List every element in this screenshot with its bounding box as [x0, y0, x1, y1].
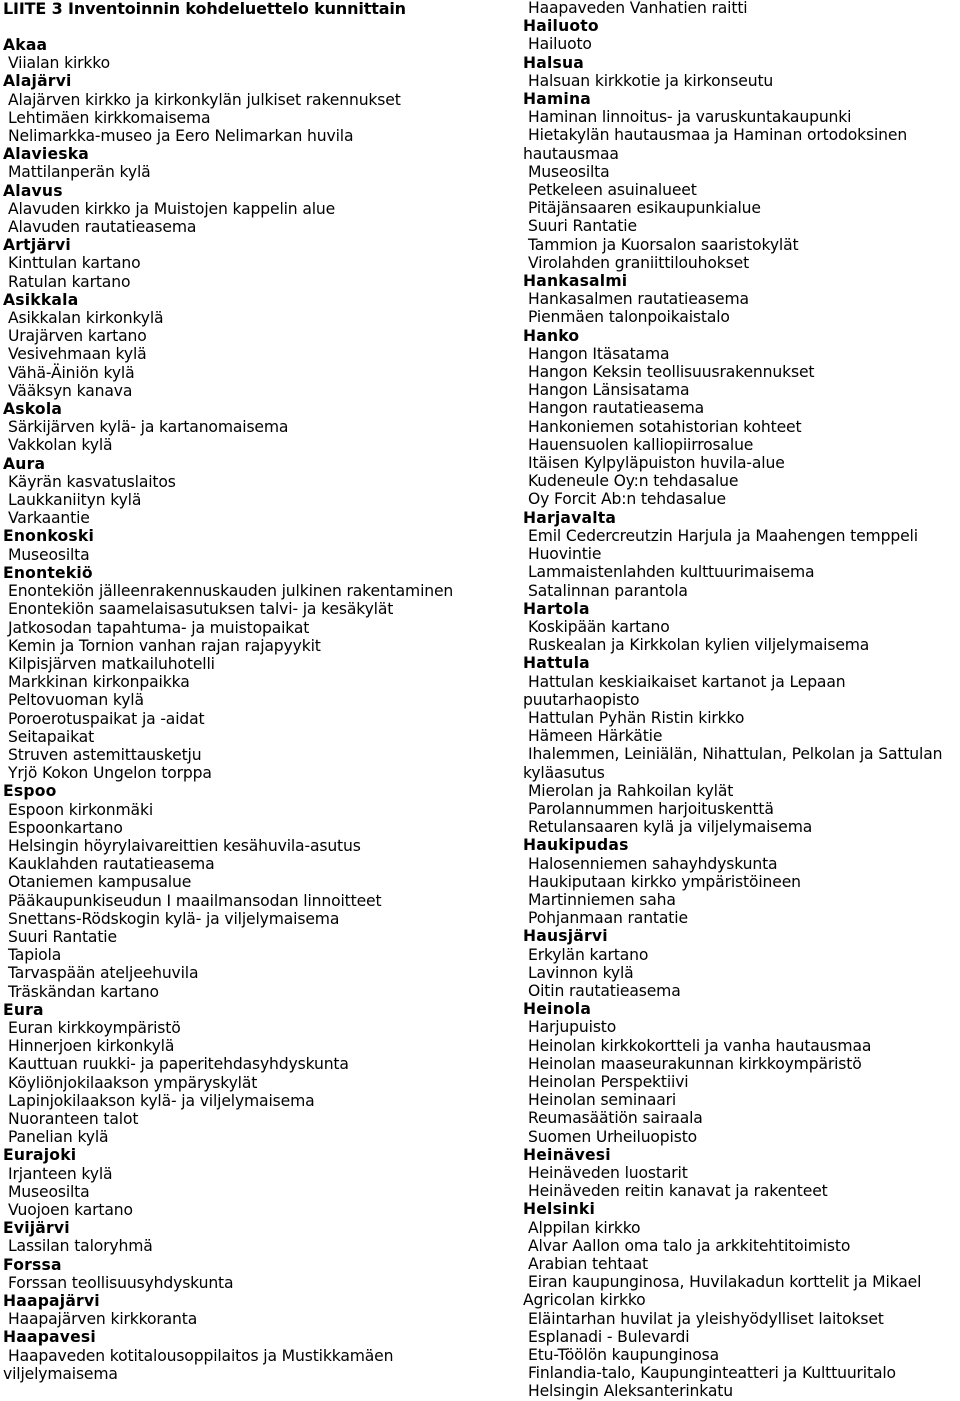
site-item: Varkaantie: [8, 509, 90, 528]
site-item: Heinolan maaseurakunnan kirkkoympäristö: [528, 1054, 862, 1073]
site-item: Enontekiön saamelaisasutuksen talvi- ja kesäkylät: [8, 600, 394, 619]
site-item: Hailuoto: [528, 35, 592, 54]
site-item: Hämeen Härkätie: [528, 727, 663, 746]
site-item: Alajärven kirkko ja kirkonkylän julkiset rakennukset: [8, 90, 401, 109]
site-item: Peltovuoman kylä: [8, 691, 144, 710]
site-item: Hangon rautatieasema: [528, 399, 705, 418]
site-item: Lapinjokilaakson kylä- ja viljelymaisema: [8, 1091, 315, 1110]
site-item: Arabian tehtaat: [528, 1255, 648, 1274]
document-title: LIITE 3 Inventoinnin kohdeluettelo kunnittain: [3, 0, 406, 18]
site-item: Poroerotuspaikat ja -aidat: [8, 709, 205, 728]
site-item: Kinttulan kartano: [8, 254, 141, 273]
municipality-heading: Hausjärvi: [523, 927, 608, 946]
municipality-heading: Evijärvi: [3, 1219, 70, 1238]
municipality-heading: Helsinki: [523, 1200, 596, 1219]
site-item: Haminan linnoitus- ja varuskuntakaupunki: [528, 108, 852, 127]
site-item: Museosilta: [8, 545, 90, 564]
site-item: Martinniemen saha: [528, 890, 676, 909]
site-item: Finlandia-talo, Kaupunginteatteri ja Kulttuuritalo: [528, 1364, 896, 1383]
municipality-list: [523, 0, 960, 1401]
municipality-heading: Haapajärvi: [3, 1292, 100, 1311]
site-item: Heinolan kirkkokortteli ja vanha hautausmaa: [528, 1036, 872, 1055]
municipality-heading: Aura: [3, 454, 46, 473]
site-item: Kauklahden rautatieasema: [8, 855, 215, 874]
site-item: Pienmäen talonpoikaistalo: [528, 308, 730, 327]
site-item: Museosilta: [8, 1182, 90, 1201]
municipality-heading: Heinola: [523, 1000, 592, 1019]
site-item: Hankasalmen rautatieasema: [528, 290, 749, 309]
municipality-heading: Harjavalta: [523, 508, 617, 527]
site-item: Hinnerjoen kirkonkylä: [8, 1037, 175, 1056]
municipality-list: [3, 36, 455, 1383]
site-item: Emil Cedercreutzin Harjula ja Maahengen temppeli: [528, 526, 918, 545]
site-item: Haapaveden kotitalousoppilaitos ja Mustikkamäen viljelymaisema: [3, 1346, 394, 1383]
site-item: Suuri Rantatie: [8, 927, 117, 946]
site-item: Laukkaniityn kylä: [8, 491, 142, 510]
site-item: Hietakylän hautausmaa ja Haminan ortodoksinen hautausmaa: [523, 126, 908, 163]
site-item: Hattulan keskiaikaiset kartanot ja Lepaan puutarhaopisto: [523, 672, 846, 709]
site-item: Etu-Töölön kaupunginosa: [528, 1346, 720, 1365]
site-item: Virolahden graniittilouhokset: [528, 253, 750, 272]
site-item: Lassilan taloryhmä: [8, 1237, 153, 1256]
site-item: Ratulan kartano: [8, 272, 131, 291]
site-item: Kemin ja Tornion vanhan rajan rajapyykit: [8, 636, 321, 655]
site-item: Euran kirkkoympäristö: [8, 1018, 181, 1037]
site-item: Tapiola: [8, 946, 62, 965]
site-item: Oy Forcit Ab:n tehdasalue: [528, 490, 726, 509]
municipality-heading: Enonkoski: [3, 527, 95, 546]
site-item: Parolannummen harjoituskenttä: [528, 799, 774, 818]
site-item: Itäisen Kylpyläpuiston huvila-alue: [528, 454, 785, 473]
site-item: Koskipään kartano: [528, 617, 670, 636]
site-item: Käyrän kasvatuslaitos: [8, 472, 176, 491]
site-item: Urajärven kartano: [8, 327, 147, 346]
site-item: Haapajärven kirkkoranta: [8, 1310, 198, 1329]
site-item: Erkylän kartano: [528, 945, 649, 964]
site-item: Heinolan seminaari: [528, 1091, 677, 1110]
site-item: Petkeleen asuinalueet: [528, 181, 697, 200]
site-item: Espoon kirkonmäki: [8, 800, 154, 819]
site-item: Huovintie: [528, 545, 602, 564]
municipality-heading: Halsua: [523, 53, 585, 72]
site-item: Suomen Urheiluopisto: [528, 1127, 698, 1146]
site-item: Esplanadi - Bulevardi: [528, 1327, 690, 1346]
municipality-heading: Eura: [3, 1000, 44, 1019]
municipality-heading: Espoo: [3, 782, 57, 801]
municipality-heading: Hanko: [523, 326, 580, 345]
municipality-heading: Hattula: [523, 654, 590, 673]
site-item: Viialan kirkko: [8, 54, 110, 73]
site-item: Harjupuisto: [528, 1018, 617, 1037]
site-item: Ihalemmen, Leiniälän, Nihattulan, Pelkolan ja Sattulan kyläasutus: [523, 745, 943, 782]
site-item: Pohjanmaan rantatie: [528, 909, 688, 928]
municipality-heading: Hankasalmi: [523, 272, 628, 291]
site-item: Heinäveden luostarit: [528, 1164, 688, 1182]
municipality-heading: Haukipudas: [523, 836, 629, 855]
site-item: Eiran kaupunginosa, Huvilakadun korttelit ja Mikael Agricolan kirkko: [523, 1273, 922, 1310]
site-item: Enontekiön jälleenrakennuskauden julkinen rakentaminen: [8, 582, 454, 601]
site-item: Vesivehmaan kylä: [8, 345, 147, 364]
site-item: Retulansaaren kylä ja viljelymaisema: [528, 818, 813, 837]
municipality-heading: Alajärvi: [3, 72, 72, 91]
site-item: Heinäveden reitin kanavat ja rakenteet: [528, 1182, 828, 1201]
site-item: Kauttuan ruukki- ja paperitehdasyhdyskunta: [8, 1055, 349, 1074]
site-item: Lavinnon kylä: [528, 963, 634, 982]
site-item: Seitapaikat: [8, 727, 95, 746]
site-item: Forssan teollisuusyhdyskunta: [8, 1273, 234, 1292]
site-item: Nelimarkka-museo ja Eero Nelimarkan huvila: [8, 127, 354, 146]
site-item: Helsingin höyrylaivareittien kesähuvila-asutus: [8, 836, 361, 855]
site-item: Hankoniemen sotahistorian kohteet: [528, 417, 802, 436]
site-item: Suuri Rantatie: [528, 217, 637, 236]
site-item: Haukiputaan kirkko ympäristöineen: [528, 872, 801, 891]
site-item: Vääksyn kanava: [8, 381, 133, 400]
site-item: Reumasäätiön sairaala: [528, 1109, 703, 1128]
site-item: Panelian kylä: [8, 1128, 109, 1147]
site-item: Pitäjänsaaren esikaupunkialue: [528, 199, 761, 218]
site-item: Lehtimäen kirkkomaisema: [8, 108, 211, 127]
municipality-heading: Askola: [3, 400, 63, 419]
site-item: Hattulan Pyhän Ristin kirkko: [528, 708, 745, 727]
site-item: Asikkalan kirkonkylä: [8, 309, 164, 328]
municipality-heading: Alavieska: [3, 145, 89, 164]
municipality-heading: Asikkala: [3, 290, 79, 309]
municipality-heading: Enontekiö: [3, 563, 93, 582]
site-item: Vähä-Äiniön kylä: [8, 363, 135, 382]
site-item: Halsuan kirkkotie ja kirkonseutu: [528, 71, 774, 90]
site-item: Irjanteen kylä: [8, 1164, 113, 1183]
municipality-heading: Eurajoki: [3, 1146, 77, 1165]
municipality-heading: Hamina: [523, 90, 591, 109]
site-item: Särkijärven kylä- ja kartanomaisema: [8, 418, 289, 437]
municipality-heading: Heinävesi: [523, 1145, 611, 1164]
site-item: Hangon Itäsatama: [528, 344, 670, 363]
site-item: Mattilanperän kylä: [8, 163, 151, 182]
site-item: Alavuden kirkko ja Muistojen kappelin alue: [8, 199, 336, 218]
site-item: Otaniemen kampusalue: [8, 873, 192, 892]
site-item: Espoonkartano: [8, 818, 123, 837]
site-item: Tarvaspään ateljeehuvila: [8, 964, 199, 983]
site-item: Kudeneule Oy:n tehdasalue: [528, 472, 739, 491]
site-item: Yrjö Kokon Ungelon torppa: [8, 764, 212, 783]
site-item: Alavuden rautatieasema: [8, 218, 197, 237]
site-item: Ruskealan ja Kirkkolan kylien viljelymaisema: [528, 636, 870, 655]
municipality-heading: Artjärvi: [3, 236, 71, 255]
left-column: [3, 0, 455, 1383]
site-item: Hauensuolen kalliopiirrosalue: [528, 435, 754, 454]
site-item: Vakkolan kylä: [8, 436, 113, 455]
site-item: Satalinnan parantola: [528, 581, 688, 600]
site-item: Mierolan ja Rahkoilan kylät: [528, 781, 734, 800]
site-item: Helsingin Aleksanterinkatu: [528, 1382, 733, 1401]
site-item: Struven astemittausketju: [8, 745, 202, 764]
site-item: Pääkaupunkiseudun I maailmansodan linnoitteet: [8, 891, 382, 910]
municipality-heading: Haapavesi: [3, 1328, 96, 1347]
municipality-heading: Hartola: [523, 599, 590, 618]
site-item: Vuojoen kartano: [8, 1201, 133, 1219]
site-item: Heinolan Perspektiivi: [528, 1072, 689, 1091]
site-item: Hangon Keksin teollisuusrakennukset: [528, 363, 815, 382]
site-item: Nuoranteen talot: [8, 1109, 139, 1128]
site-item: Köyliönjokilaakson ympäryskylät: [8, 1073, 258, 1092]
site-item: Museosilta: [528, 162, 610, 181]
right-column: [523, 0, 960, 1401]
site-item: Träskändan kartano: [8, 982, 159, 1001]
site-item: Hangon Länsisatama: [528, 381, 690, 400]
site-item: Jatkosodan tapahtuma- ja muistopaikat: [8, 618, 310, 637]
site-item: Markkinan kirkonpaikka: [8, 673, 190, 692]
municipality-heading: Forssa: [3, 1255, 62, 1274]
municipality-heading: Alavus: [3, 181, 63, 200]
site-item: Halosenniemen sahayhdyskunta: [528, 854, 778, 873]
site-item: Eläintarhan huvilat ja yleishyödylliset laitokset: [528, 1309, 884, 1328]
site-item: Kilpisjärven matkailuhotelli: [8, 654, 215, 673]
site-item: Haapaveden Vanhatien raitti: [528, 0, 748, 17]
site-item: Tammion ja Kuorsalon saaristokylät: [528, 235, 799, 254]
site-item: Alppilan kirkko: [528, 1218, 641, 1237]
site-item: Oitin rautatieasema: [528, 981, 681, 1000]
municipality-heading: Akaa: [3, 36, 48, 54]
site-item: Lammaistenlahden kulttuurimaisema: [528, 563, 815, 582]
municipality-heading: Hailuoto: [523, 17, 599, 36]
site-item: Alvar Aallon oma talo ja arkkitehtitoimisto: [528, 1236, 851, 1255]
site-item: Snettans-Rödskogin kylä- ja viljelymaisema: [8, 909, 340, 928]
